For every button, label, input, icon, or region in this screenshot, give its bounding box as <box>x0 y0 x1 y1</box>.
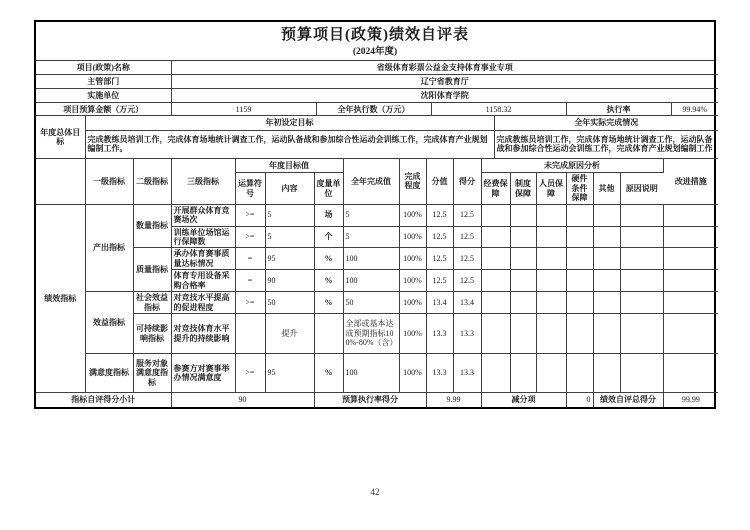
system-cell <box>510 292 536 314</box>
target-content-cell: 5 <box>265 204 314 226</box>
project-name-row <box>36 61 718 75</box>
budget-label: 项目预算金额（万元） <box>36 103 171 116</box>
level3-name: 对竞技体育水平提升的持续影响 <box>171 314 235 354</box>
level1-satisfaction: 满意度指标 <box>85 354 133 393</box>
improve-cell <box>663 226 718 248</box>
operator-cell: >= <box>235 292 265 314</box>
header-system: 制度保障 <box>510 173 536 204</box>
unit-cell: 个 <box>314 226 343 248</box>
score-cell: 13.4 <box>453 292 481 314</box>
header-score: 得分 <box>453 159 481 204</box>
staff-cell <box>536 204 566 226</box>
operator-cell: >= <box>235 354 265 393</box>
improve-cell <box>663 204 718 226</box>
other-cell <box>593 314 620 354</box>
level1-benefit: 效益指标 <box>85 292 133 354</box>
hardware-cell <box>566 226 593 248</box>
reason-cell <box>620 354 663 393</box>
header-improvement: 改进措施 <box>663 159 718 204</box>
improve-cell <box>663 270 718 292</box>
system-cell <box>510 204 536 226</box>
indicator-row <box>36 292 718 314</box>
level3-name: 对竞技水平提高的促进程度 <box>171 292 235 314</box>
subtotal-value: 90 <box>171 393 314 407</box>
indicator-row <box>36 204 718 226</box>
target-content-cell: 提升 <box>265 314 314 354</box>
header-level2: 二级指标 <box>133 159 171 204</box>
reason-cell <box>620 248 663 270</box>
level1-output: 产出指标 <box>85 204 133 292</box>
staff-cell <box>536 354 566 393</box>
score-cell: 12.5 <box>453 226 481 248</box>
actual-value-cell: 5 <box>343 226 399 248</box>
level2-service-satisfaction: 服务对象满意度指标 <box>133 354 171 393</box>
degree-cell: 100% <box>399 314 426 354</box>
staff-cell <box>536 270 566 292</box>
summary-row <box>36 393 718 407</box>
target-content-cell: 95 <box>265 248 314 270</box>
degree-cell: 100% <box>399 354 426 393</box>
header-other: 其他 <box>593 173 620 204</box>
unit-cell: 场 <box>314 204 343 226</box>
level3-name: 开展群众体育竞赛场次 <box>171 204 235 226</box>
operator-cell: >= <box>235 204 265 226</box>
fund-cell <box>481 270 510 292</box>
actual-completion-text: 完成教练员培训工作，完成体育场地统计调查工作，运动队备战和参加综合性运动会训练工作，完成体育产业规划编制工作 <box>494 130 718 158</box>
page-title: 预算项目(政策)绩效自评表 <box>281 27 469 43</box>
other-cell <box>593 354 620 393</box>
operator-cell: = <box>235 248 265 270</box>
score-cell: 13.3 <box>453 314 481 354</box>
hardware-cell <box>566 270 593 292</box>
unit-cell <box>314 314 343 354</box>
level3-name: 训练单位场馆运行保障数 <box>171 226 235 248</box>
score-max-cell: 13.3 <box>426 314 453 354</box>
other-cell <box>593 226 620 248</box>
system-cell <box>510 248 536 270</box>
header-level3: 三级指标 <box>171 159 235 204</box>
target-content-cell: 50 <box>265 292 314 314</box>
unit-cell: % <box>314 354 343 393</box>
level2-social: 社会效益指标 <box>133 292 171 314</box>
indicator-header-corner <box>36 159 85 204</box>
target-content-cell: 5 <box>265 226 314 248</box>
system-cell <box>510 226 536 248</box>
reason-cell <box>620 270 663 292</box>
actual-value-cell: 全部或基本达成预期指标100%-80%（含） <box>343 314 399 354</box>
system-cell <box>510 354 536 393</box>
project-name-value: 省级体育彩票公益金支持体育事业专项 <box>171 61 718 75</box>
fund-cell <box>481 314 510 354</box>
score-max-cell: 13.3 <box>426 354 453 393</box>
hardware-cell <box>566 292 593 314</box>
target-content-cell: 95 <box>265 354 314 393</box>
actual-value-cell: 5 <box>343 204 399 226</box>
header-fund: 经费保障 <box>481 173 510 204</box>
exec-score-value: 9.99 <box>426 393 481 407</box>
indicator-row <box>36 354 718 393</box>
header-score-max: 分值 <box>426 159 453 204</box>
level2-sustainability: 可持续影响指标 <box>133 314 171 354</box>
total-score-label: 绩效自评总得分 <box>593 393 663 407</box>
deduction-value: 0 <box>566 393 593 407</box>
improve-cell <box>663 354 718 393</box>
project-info-table <box>36 61 718 117</box>
degree-cell: 100% <box>399 204 426 226</box>
project-name-label: 项目(政策)名称 <box>36 61 171 75</box>
score-cell: 13.3 <box>453 354 481 393</box>
target-content-cell: 90 <box>265 270 314 292</box>
execution-rate-value: 99.94% <box>671 103 718 116</box>
degree-cell: 100% <box>399 270 426 292</box>
header-level1: 一级指标 <box>85 159 133 204</box>
system-cell <box>510 270 536 292</box>
unit-cell: % <box>314 248 343 270</box>
self-evaluation-form <box>34 20 716 409</box>
deduction-label: 减分项 <box>481 393 566 407</box>
actual-value-cell: 100 <box>343 354 399 393</box>
hardware-cell <box>566 354 593 393</box>
score-max-cell: 12.5 <box>426 248 453 270</box>
execution-amount-label: 全年执行数（万元） <box>316 103 431 116</box>
operator-cell <box>235 314 265 354</box>
actual-value-cell: 50 <box>343 292 399 314</box>
other-cell <box>593 292 620 314</box>
indicator-row <box>36 314 718 354</box>
hardware-cell <box>566 204 593 226</box>
actual-value-cell: 100 <box>343 248 399 270</box>
unit-cell: % <box>314 270 343 292</box>
exec-score-label: 预算执行率得分 <box>314 393 426 407</box>
staff-cell <box>536 248 566 270</box>
level3-name: 体育专用设备采购合格率 <box>171 270 235 292</box>
score-cell: 12.5 <box>453 270 481 292</box>
page-subtitle: (2024年度) <box>352 46 398 57</box>
planned-goal-header: 年初设定目标 <box>85 116 494 130</box>
other-cell <box>593 270 620 292</box>
degree-cell: 100% <box>399 292 426 314</box>
operator-cell: >= <box>235 226 265 248</box>
header-target-group: 年度目标值 <box>235 159 343 173</box>
actual-completion-header: 全年实际完成情况 <box>494 116 718 130</box>
reason-cell <box>620 292 663 314</box>
fund-cell <box>481 226 510 248</box>
annual-goal-header-row <box>36 116 718 130</box>
annual-goal-table <box>36 116 718 159</box>
form-title-block <box>36 22 714 61</box>
total-score-value: 99.99 <box>681 395 700 405</box>
level3-name: 承办体育赛事质量达标情况 <box>171 248 235 270</box>
department-label: 主管部门 <box>36 75 171 89</box>
level2-quality: 质量指标 <box>133 248 171 292</box>
department-value: 辽宁省教育厅 <box>171 75 718 89</box>
planned-goal-text: 完成教练员培训工作，完成体育场地统计调查工作，运动队备战和参加综合性运动会训练工作，完成体育产业规划编制工作。 <box>85 130 494 158</box>
staff-cell <box>536 314 566 354</box>
indicator-group-label: 绩效指标 <box>36 204 85 392</box>
header-staff: 人员保障 <box>536 173 566 204</box>
score-max-cell: 13.4 <box>426 292 453 314</box>
level2-quantity: 数量指标 <box>133 204 171 248</box>
annual-goal-content-row <box>36 130 718 158</box>
degree-cell: 100% <box>399 226 426 248</box>
unit-cell: % <box>314 292 343 314</box>
header-completion-degree: 完成程度 <box>399 159 426 204</box>
indicator-table <box>36 159 718 407</box>
hardware-cell <box>566 248 593 270</box>
staff-cell <box>536 292 566 314</box>
execution-amount-value: 1158.32 <box>431 103 566 116</box>
header-reason: 原因说明 <box>620 173 663 204</box>
score-max-cell: 12.5 <box>426 226 453 248</box>
page-number: 42 <box>370 487 380 497</box>
score-max-cell: 12.5 <box>426 270 453 292</box>
header-operator: 运算符号 <box>235 173 265 204</box>
execution-rate-label: 执行率 <box>566 103 671 116</box>
improve-cell <box>663 292 718 314</box>
implementing-unit-row <box>36 89 718 103</box>
header-hardware: 硬件条件保障 <box>566 173 593 204</box>
fund-cell <box>481 354 510 393</box>
implementing-unit-value: 沈阳体育学院 <box>171 89 718 103</box>
fund-cell <box>481 248 510 270</box>
fund-cell <box>481 204 510 226</box>
department-row <box>36 75 718 89</box>
staff-cell <box>536 226 566 248</box>
header-actual-value: 全年完成值 <box>343 159 399 204</box>
budget-row <box>36 103 718 116</box>
score-max-cell: 12.5 <box>426 204 453 226</box>
system-cell <box>510 314 536 354</box>
operator-cell: = <box>235 270 265 292</box>
indicator-header-group-row <box>36 159 718 173</box>
subtotal-label: 指标自评得分小计 <box>36 393 171 407</box>
reason-cell <box>620 204 663 226</box>
hardware-cell <box>566 314 593 354</box>
score-cell: 12.5 <box>453 204 481 226</box>
improve-cell <box>663 248 718 270</box>
annual-goal-label: 年度总体目标 <box>36 116 85 158</box>
indicator-row <box>36 248 718 270</box>
budget-value: 1159 <box>171 103 316 116</box>
score-cell: 12.5 <box>453 248 481 270</box>
level3-name: 参赛方对赛事举办情况满意度 <box>171 354 235 393</box>
degree-cell: 100% <box>399 248 426 270</box>
implementing-unit-label: 实施单位 <box>36 89 171 103</box>
header-incomplete-group: 未完成原因分析 <box>481 159 663 173</box>
header-content: 内容 <box>265 173 314 204</box>
fund-cell <box>481 292 510 314</box>
reason-cell <box>620 226 663 248</box>
header-unit: 度量单位 <box>314 173 343 204</box>
improve-cell <box>663 314 718 354</box>
reason-cell <box>620 314 663 354</box>
other-cell <box>593 204 620 226</box>
other-cell <box>593 248 620 270</box>
actual-value-cell: 100 <box>343 270 399 292</box>
